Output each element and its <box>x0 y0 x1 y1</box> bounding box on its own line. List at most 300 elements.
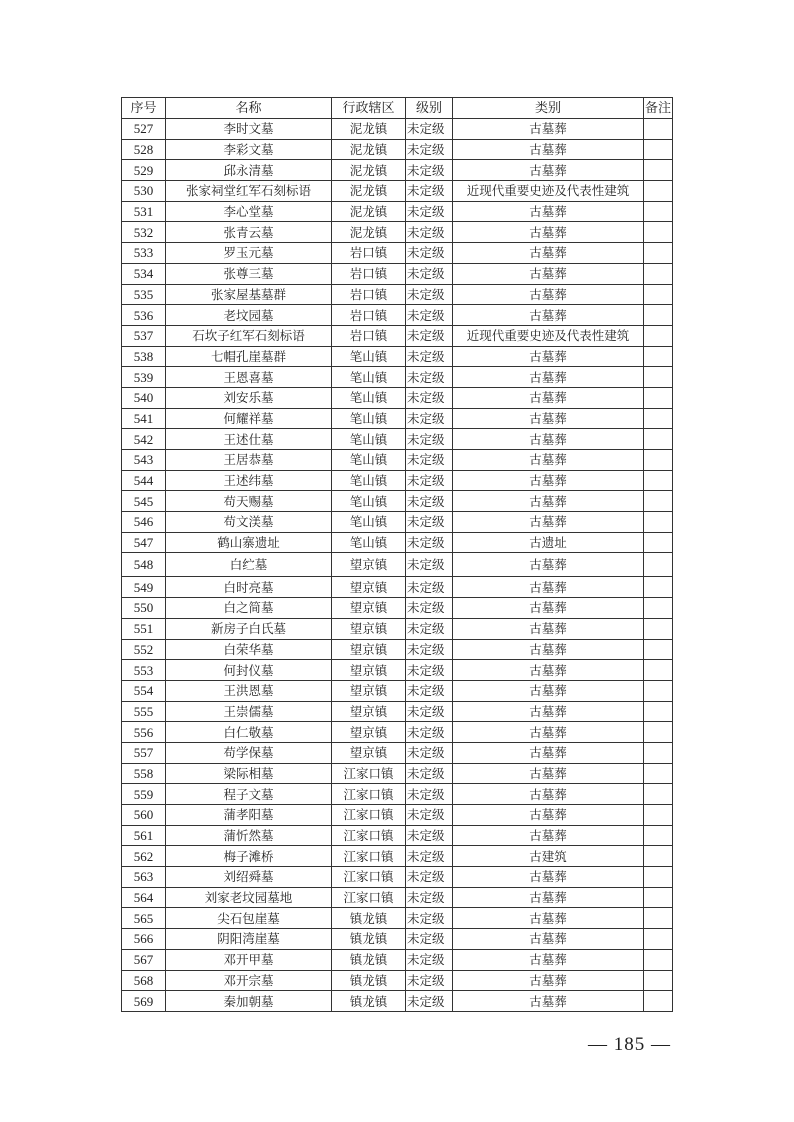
table-row <box>122 660 673 681</box>
table-row <box>122 346 673 367</box>
table-header-row <box>122 98 673 119</box>
table-row <box>122 119 673 140</box>
cell-category: 古墓葬 <box>453 408 644 429</box>
cell-district: 笔山镇 <box>332 491 406 512</box>
cell-district: 笔山镇 <box>332 512 406 533</box>
cell-name: 石坎子红军石刻标语 <box>166 325 332 346</box>
cell-category: 古墓葬 <box>453 949 644 970</box>
cell-category: 古墓葬 <box>453 367 644 388</box>
cell-index: 544 <box>122 470 166 491</box>
cell-district: 岩口镇 <box>332 305 406 326</box>
cell-index: 569 <box>122 991 166 1012</box>
table-row <box>122 784 673 805</box>
cell-district: 江家口镇 <box>332 867 406 888</box>
cell-remarks <box>644 660 673 681</box>
cell-level: 未定级 <box>406 181 453 202</box>
cell-index: 553 <box>122 660 166 681</box>
cell-index: 552 <box>122 639 166 660</box>
cell-remarks <box>644 846 673 867</box>
table-row <box>122 639 673 660</box>
cell-remarks <box>644 763 673 784</box>
cell-district: 江家口镇 <box>332 805 406 826</box>
cell-name: 张尊三墓 <box>166 263 332 284</box>
cell-remarks <box>644 408 673 429</box>
cell-index: 548 <box>122 553 166 577</box>
cell-index: 566 <box>122 929 166 950</box>
cell-index: 560 <box>122 805 166 826</box>
cell-remarks <box>644 139 673 160</box>
cell-name: 邓开甲墓 <box>166 949 332 970</box>
table-row <box>122 160 673 181</box>
cell-level: 未定级 <box>406 325 453 346</box>
cell-level: 未定级 <box>406 139 453 160</box>
cell-district: 泥龙镇 <box>332 160 406 181</box>
cell-index: 529 <box>122 160 166 181</box>
cell-remarks <box>644 222 673 243</box>
header-index: 序号 <box>122 98 166 119</box>
cell-category: 古墓葬 <box>453 263 644 284</box>
cell-district: 望京镇 <box>332 722 406 743</box>
cell-level: 未定级 <box>406 867 453 888</box>
cell-district: 镇龙镇 <box>332 908 406 929</box>
table-row <box>122 284 673 305</box>
cell-level: 未定级 <box>406 387 453 408</box>
cell-name: 王述纬墓 <box>166 470 332 491</box>
cell-remarks <box>644 867 673 888</box>
table-row <box>122 825 673 846</box>
table-row <box>122 450 673 471</box>
cell-category: 古墓葬 <box>453 429 644 450</box>
table-row <box>122 970 673 991</box>
cell-level: 未定级 <box>406 450 453 471</box>
cell-name: 苟文渼墓 <box>166 512 332 533</box>
cell-category: 古墓葬 <box>453 784 644 805</box>
cell-index: 550 <box>122 598 166 619</box>
table-row <box>122 222 673 243</box>
cell-level: 未定级 <box>406 160 453 181</box>
header-remarks: 备注 <box>644 98 673 119</box>
cell-category: 近现代重要史迹及代表性建筑 <box>453 325 644 346</box>
cell-name: 李时文墓 <box>166 119 332 140</box>
cell-name: 老坟园墓 <box>166 305 332 326</box>
table-row <box>122 618 673 639</box>
cell-category: 古墓葬 <box>453 119 644 140</box>
cell-category: 古墓葬 <box>453 908 644 929</box>
cell-category: 古建筑 <box>453 846 644 867</box>
table-row <box>122 867 673 888</box>
table-row <box>122 846 673 867</box>
cell-index: 546 <box>122 512 166 533</box>
cell-district: 泥龙镇 <box>332 181 406 202</box>
table-row <box>122 263 673 284</box>
heritage-table <box>121 97 673 1012</box>
cell-category: 古墓葬 <box>453 639 644 660</box>
cell-remarks <box>644 470 673 491</box>
cell-district: 泥龙镇 <box>332 119 406 140</box>
cell-level: 未定级 <box>406 991 453 1012</box>
cell-name: 何封仪墓 <box>166 660 332 681</box>
cell-category: 古墓葬 <box>453 305 644 326</box>
cell-district: 镇龙镇 <box>332 929 406 950</box>
cell-category: 古墓葬 <box>453 512 644 533</box>
cell-level: 未定级 <box>406 929 453 950</box>
page-number: — 185 — <box>588 1034 671 1055</box>
table-row <box>122 139 673 160</box>
cell-name: 白时亮墓 <box>166 577 332 598</box>
cell-district: 望京镇 <box>332 639 406 660</box>
cell-district: 望京镇 <box>332 553 406 577</box>
cell-name: 张家屋基墓群 <box>166 284 332 305</box>
cell-index: 561 <box>122 825 166 846</box>
cell-level: 未定级 <box>406 491 453 512</box>
table-row <box>122 598 673 619</box>
cell-level: 未定级 <box>406 908 453 929</box>
cell-name: 邓开宗墓 <box>166 970 332 991</box>
table-row <box>122 701 673 722</box>
cell-name: 秦加朝墓 <box>166 991 332 1012</box>
cell-index: 556 <box>122 722 166 743</box>
cell-category: 古墓葬 <box>453 825 644 846</box>
cell-index: 554 <box>122 680 166 701</box>
cell-index: 567 <box>122 949 166 970</box>
cell-remarks <box>644 512 673 533</box>
cell-remarks <box>644 639 673 660</box>
cell-category: 古墓葬 <box>453 722 644 743</box>
table-row <box>122 722 673 743</box>
cell-category: 近现代重要史迹及代表性建筑 <box>453 181 644 202</box>
cell-district: 泥龙镇 <box>332 139 406 160</box>
cell-category: 古墓葬 <box>453 450 644 471</box>
cell-index: 555 <box>122 701 166 722</box>
cell-name: 白纻墓 <box>166 553 332 577</box>
cell-district: 泥龙镇 <box>332 201 406 222</box>
cell-district: 望京镇 <box>332 598 406 619</box>
cell-index: 530 <box>122 181 166 202</box>
cell-name: 程子文墓 <box>166 784 332 805</box>
cell-district: 笔山镇 <box>332 532 406 553</box>
cell-index: 568 <box>122 970 166 991</box>
cell-index: 558 <box>122 763 166 784</box>
cell-name: 尖石包崖墓 <box>166 908 332 929</box>
cell-name: 张青云墓 <box>166 222 332 243</box>
table-row <box>122 949 673 970</box>
table-row <box>122 408 673 429</box>
cell-index: 536 <box>122 305 166 326</box>
cell-category: 古墓葬 <box>453 680 644 701</box>
cell-name: 王述仕墓 <box>166 429 332 450</box>
cell-remarks <box>644 598 673 619</box>
cell-remarks <box>644 805 673 826</box>
cell-remarks <box>644 680 673 701</box>
cell-district: 镇龙镇 <box>332 991 406 1012</box>
cell-remarks <box>644 887 673 908</box>
table-row <box>122 512 673 533</box>
table-row <box>122 325 673 346</box>
cell-name: 刘安乐墓 <box>166 387 332 408</box>
cell-category: 古墓葬 <box>453 660 644 681</box>
cell-index: 533 <box>122 243 166 264</box>
cell-remarks <box>644 577 673 598</box>
cell-remarks <box>644 119 673 140</box>
table-row <box>122 201 673 222</box>
table-row <box>122 577 673 598</box>
cell-level: 未定级 <box>406 618 453 639</box>
table-row <box>122 929 673 950</box>
table-row <box>122 805 673 826</box>
cell-level: 未定级 <box>406 243 453 264</box>
cell-category: 古墓葬 <box>453 929 644 950</box>
cell-remarks <box>644 532 673 553</box>
cell-level: 未定级 <box>406 532 453 553</box>
cell-index: 564 <box>122 887 166 908</box>
table-row <box>122 532 673 553</box>
cell-index: 551 <box>122 618 166 639</box>
cell-remarks <box>644 305 673 326</box>
cell-district: 岩口镇 <box>332 284 406 305</box>
cell-level: 未定级 <box>406 470 453 491</box>
cell-category: 古墓葬 <box>453 222 644 243</box>
cell-category: 古墓葬 <box>453 201 644 222</box>
cell-district: 望京镇 <box>332 701 406 722</box>
cell-name: 刘绍舜墓 <box>166 867 332 888</box>
cell-category: 古墓葬 <box>453 387 644 408</box>
cell-index: 540 <box>122 387 166 408</box>
cell-name: 新房子白氏墓 <box>166 618 332 639</box>
cell-name: 王居恭墓 <box>166 450 332 471</box>
cell-index: 537 <box>122 325 166 346</box>
cell-remarks <box>644 429 673 450</box>
cell-level: 未定级 <box>406 263 453 284</box>
cell-remarks <box>644 325 673 346</box>
cell-category: 古墓葬 <box>453 991 644 1012</box>
cell-category: 古墓葬 <box>453 139 644 160</box>
cell-district: 江家口镇 <box>332 784 406 805</box>
cell-remarks <box>644 618 673 639</box>
header-category: 类别 <box>453 98 644 119</box>
table-row <box>122 243 673 264</box>
cell-name: 梅子滩桥 <box>166 846 332 867</box>
cell-category: 古墓葬 <box>453 701 644 722</box>
cell-name: 梁际相墓 <box>166 763 332 784</box>
table-body <box>122 119 673 1012</box>
cell-category: 古墓葬 <box>453 470 644 491</box>
cell-level: 未定级 <box>406 639 453 660</box>
table-row <box>122 908 673 929</box>
cell-index: 531 <box>122 201 166 222</box>
cell-level: 未定级 <box>406 367 453 388</box>
cell-remarks <box>644 243 673 264</box>
cell-level: 未定级 <box>406 201 453 222</box>
cell-level: 未定级 <box>406 408 453 429</box>
cell-district: 江家口镇 <box>332 825 406 846</box>
cell-index: 557 <box>122 742 166 763</box>
cell-remarks <box>644 929 673 950</box>
cell-category: 古墓葬 <box>453 867 644 888</box>
cell-remarks <box>644 825 673 846</box>
cell-index: 547 <box>122 532 166 553</box>
cell-level: 未定级 <box>406 553 453 577</box>
table-row <box>122 305 673 326</box>
cell-category: 古墓葬 <box>453 805 644 826</box>
cell-remarks <box>644 553 673 577</box>
cell-category: 古墓葬 <box>453 160 644 181</box>
cell-level: 未定级 <box>406 825 453 846</box>
cell-index: 534 <box>122 263 166 284</box>
cell-district: 镇龙镇 <box>332 970 406 991</box>
cell-district: 笔山镇 <box>332 429 406 450</box>
cell-remarks <box>644 387 673 408</box>
cell-remarks <box>644 784 673 805</box>
cell-district: 江家口镇 <box>332 846 406 867</box>
cell-category: 古遗址 <box>453 532 644 553</box>
cell-category: 古墓葬 <box>453 598 644 619</box>
cell-category: 古墓葬 <box>453 243 644 264</box>
cell-name: 王洪恩墓 <box>166 680 332 701</box>
cell-remarks <box>644 970 673 991</box>
cell-remarks <box>644 908 673 929</box>
cell-category: 古墓葬 <box>453 742 644 763</box>
cell-index: 535 <box>122 284 166 305</box>
cell-name: 何耀祥墓 <box>166 408 332 429</box>
cell-name: 鹤山寨遗址 <box>166 532 332 553</box>
cell-name: 白之简墓 <box>166 598 332 619</box>
table-row <box>122 742 673 763</box>
table-row <box>122 553 673 577</box>
cell-index: 541 <box>122 408 166 429</box>
cell-index: 563 <box>122 867 166 888</box>
cell-district: 望京镇 <box>332 577 406 598</box>
table-row <box>122 887 673 908</box>
cell-level: 未定级 <box>406 305 453 326</box>
cell-name: 蒲忻然墓 <box>166 825 332 846</box>
cell-remarks <box>644 949 673 970</box>
cell-category: 古墓葬 <box>453 970 644 991</box>
table-row <box>122 470 673 491</box>
header-level: 级别 <box>406 98 453 119</box>
cell-index: 562 <box>122 846 166 867</box>
cell-level: 未定级 <box>406 701 453 722</box>
cell-index: 559 <box>122 784 166 805</box>
header-district: 行政辖区 <box>332 98 406 119</box>
cell-district: 望京镇 <box>332 742 406 763</box>
cell-district: 江家口镇 <box>332 763 406 784</box>
cell-name: 阴阳湾崖墓 <box>166 929 332 950</box>
table-row <box>122 680 673 701</box>
cell-category: 古墓葬 <box>453 577 644 598</box>
cell-level: 未定级 <box>406 512 453 533</box>
cell-district: 泥龙镇 <box>332 222 406 243</box>
cell-level: 未定级 <box>406 846 453 867</box>
cell-district: 望京镇 <box>332 680 406 701</box>
cell-category: 古墓葬 <box>453 618 644 639</box>
cell-district: 岩口镇 <box>332 325 406 346</box>
cell-remarks <box>644 201 673 222</box>
cell-level: 未定级 <box>406 949 453 970</box>
cell-level: 未定级 <box>406 970 453 991</box>
cell-level: 未定级 <box>406 284 453 305</box>
cell-level: 未定级 <box>406 722 453 743</box>
cell-level: 未定级 <box>406 598 453 619</box>
cell-name: 张家祠堂红军石刻标语 <box>166 181 332 202</box>
cell-district: 笔山镇 <box>332 450 406 471</box>
cell-index: 542 <box>122 429 166 450</box>
table-row <box>122 367 673 388</box>
cell-remarks <box>644 722 673 743</box>
cell-index: 528 <box>122 139 166 160</box>
cell-name: 苟学保墓 <box>166 742 332 763</box>
cell-name: 李彩文墓 <box>166 139 332 160</box>
cell-remarks <box>644 160 673 181</box>
cell-index: 549 <box>122 577 166 598</box>
table-row <box>122 429 673 450</box>
cell-category: 古墓葬 <box>453 887 644 908</box>
cell-district: 笔山镇 <box>332 367 406 388</box>
header-name: 名称 <box>166 98 332 119</box>
cell-index: 545 <box>122 491 166 512</box>
cell-district: 笔山镇 <box>332 346 406 367</box>
cell-name: 白仁敬墓 <box>166 722 332 743</box>
cell-level: 未定级 <box>406 660 453 681</box>
cell-name: 李心堂墓 <box>166 201 332 222</box>
cell-category: 古墓葬 <box>453 346 644 367</box>
cell-name: 刘家老坟园墓地 <box>166 887 332 908</box>
cell-district: 江家口镇 <box>332 887 406 908</box>
cell-remarks <box>644 367 673 388</box>
cell-remarks <box>644 284 673 305</box>
cell-level: 未定级 <box>406 805 453 826</box>
cell-remarks <box>644 181 673 202</box>
cell-category: 古墓葬 <box>453 763 644 784</box>
cell-category: 古墓葬 <box>453 491 644 512</box>
cell-index: 532 <box>122 222 166 243</box>
cell-level: 未定级 <box>406 784 453 805</box>
cell-level: 未定级 <box>406 429 453 450</box>
cell-level: 未定级 <box>406 742 453 763</box>
cell-level: 未定级 <box>406 119 453 140</box>
cell-remarks <box>644 991 673 1012</box>
cell-level: 未定级 <box>406 346 453 367</box>
cell-remarks <box>644 346 673 367</box>
cell-index: 538 <box>122 346 166 367</box>
cell-district: 望京镇 <box>332 660 406 681</box>
cell-district: 望京镇 <box>332 618 406 639</box>
cell-remarks <box>644 491 673 512</box>
cell-name: 罗玉元墓 <box>166 243 332 264</box>
cell-name: 七帽孔崖墓群 <box>166 346 332 367</box>
cell-name: 邱永清墓 <box>166 160 332 181</box>
cell-category: 古墓葬 <box>453 284 644 305</box>
cell-district: 镇龙镇 <box>332 949 406 970</box>
cell-level: 未定级 <box>406 887 453 908</box>
table-row <box>122 387 673 408</box>
cell-index: 539 <box>122 367 166 388</box>
cell-district: 岩口镇 <box>332 243 406 264</box>
cell-district: 岩口镇 <box>332 263 406 284</box>
cell-name: 王恩喜墓 <box>166 367 332 388</box>
cell-name: 蒲孝阳墓 <box>166 805 332 826</box>
table-row <box>122 491 673 512</box>
table-row <box>122 181 673 202</box>
table-row <box>122 763 673 784</box>
cell-index: 565 <box>122 908 166 929</box>
cell-level: 未定级 <box>406 680 453 701</box>
cell-name: 苟天赐墓 <box>166 491 332 512</box>
cell-name: 白荣华墓 <box>166 639 332 660</box>
cell-remarks <box>644 263 673 284</box>
cell-district: 笔山镇 <box>332 470 406 491</box>
cell-index: 543 <box>122 450 166 471</box>
cell-remarks <box>644 701 673 722</box>
